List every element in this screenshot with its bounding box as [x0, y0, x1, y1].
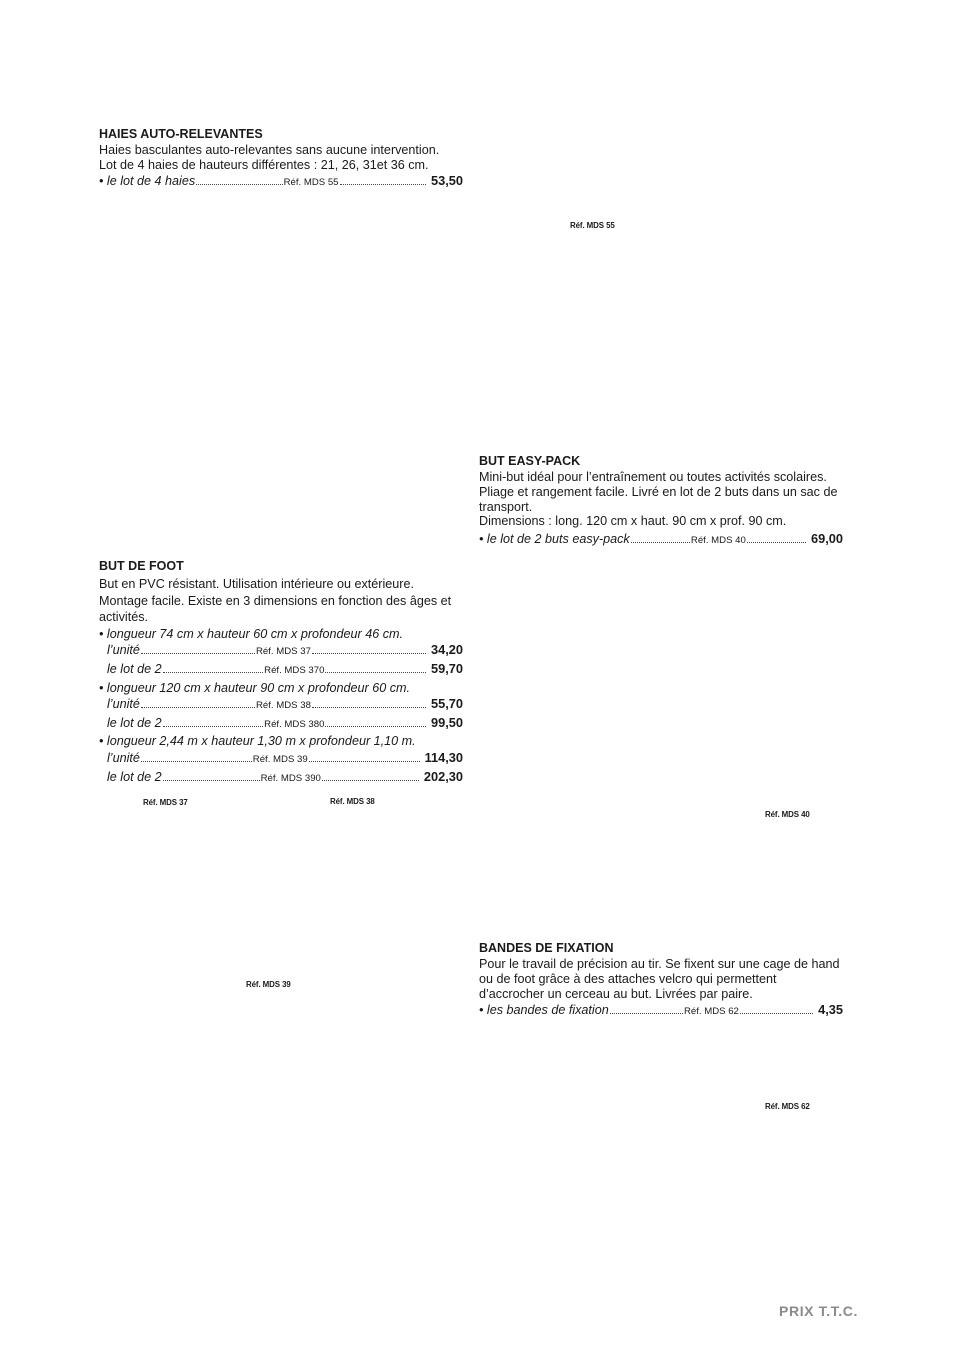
- image-caption: Réf. MDS 38: [330, 796, 375, 806]
- dot-leader: [747, 542, 806, 543]
- image-caption: Réf. MDS 37: [143, 797, 188, 807]
- variant-heading: • longueur 2,44 m x hauteur 1,30 m x profondeur 1,10 m.: [99, 734, 416, 749]
- dot-leader: [740, 1013, 813, 1014]
- price-row-label: • le lot de 4 haies: [99, 173, 196, 188]
- product-title: BUT DE FOOT: [99, 559, 184, 573]
- price-row: [479, 531, 843, 550]
- price-row-ref: Réf. MDS 38: [255, 700, 311, 712]
- price-row-price: 53,50: [430, 172, 463, 188]
- price-row-ref: Réf. MDS 39: [252, 753, 308, 765]
- price-row: [99, 661, 463, 680]
- dot-leader: [163, 726, 264, 727]
- dot-leader: [631, 542, 690, 543]
- product-description: [479, 470, 843, 529]
- description-line: Mini-but idéal pour l’entraînement ou toutes activités scolaires. Pliage et rangement facile. Livré en lot de 2 buts dans un sac de transport.: [479, 470, 838, 514]
- price-row-label: l’unité: [107, 750, 140, 765]
- variant-heading: • longueur 120 cm x hauteur 90 cm x profondeur 60 cm.: [99, 680, 411, 695]
- price-row-price: 114,30: [424, 749, 464, 765]
- dot-leader: [312, 653, 426, 654]
- price-row-label: • le lot de 2 buts easy-pack: [479, 532, 630, 547]
- price-row-ref: Réf. MDS 370: [264, 664, 325, 676]
- price-row-label: le lot de 2: [107, 661, 162, 676]
- product-description: [99, 143, 463, 173]
- product-haies: [99, 126, 463, 191]
- dot-leader: [309, 761, 420, 762]
- dot-leader: [325, 672, 426, 673]
- price-row-label: • les bandes de fixation: [479, 1003, 609, 1018]
- product-title: BUT EASY-PACK: [479, 454, 581, 468]
- price-row: [479, 1002, 843, 1021]
- product-foot: [99, 558, 463, 787]
- price-row: [99, 750, 463, 769]
- dot-leader: [312, 707, 426, 708]
- price-footer: PRIX T.T.C.: [779, 1303, 858, 1319]
- price-row-ref: Réf. MDS 40: [690, 535, 746, 547]
- price-row-ref: Réf. MDS 380: [264, 718, 325, 730]
- price-row-label: l’unité: [107, 697, 140, 712]
- dot-leader: [322, 780, 419, 781]
- price-row-ref: Réf. MDS 55: [283, 176, 339, 188]
- price-row: [99, 696, 463, 715]
- dot-leader: [141, 707, 255, 708]
- description-line: Haies basculantes auto-relevantes sans aucune intervention.: [99, 143, 440, 157]
- price-row-price: 69,00: [810, 531, 843, 547]
- price-row-price: 4,35: [818, 1002, 844, 1018]
- image-caption: Réf. MDS 55: [570, 220, 615, 230]
- price-row-ref: Réf. MDS 37: [255, 646, 311, 658]
- price-row-price: 59,70: [430, 660, 464, 676]
- price-row-ref: Réf. MDS 390: [260, 772, 321, 784]
- dot-leader: [163, 780, 260, 781]
- price-row-price: 202,30: [423, 768, 463, 784]
- product-description: But en PVC résistant. Utilisation intérieure ou extérieure. Montage facile. Existe en 3 dimensions en fonction des âges et activités.: [99, 577, 452, 625]
- price-row-label: le lot de 2: [107, 769, 162, 784]
- dot-leader: [141, 761, 252, 762]
- price-row: [99, 715, 463, 734]
- image-caption: Réf. MDS 40: [765, 809, 810, 819]
- price-row-label: le lot de 2: [107, 715, 162, 730]
- product-title: BANDES DE FIXATION: [479, 941, 614, 955]
- price-row-price: 55,70: [430, 696, 464, 712]
- product-title: HAIES AUTO-RELEVANTES: [99, 127, 263, 141]
- dot-leader: [340, 184, 426, 185]
- dot-leader: [610, 1013, 683, 1014]
- dot-leader: [325, 726, 426, 727]
- dot-leader: [196, 184, 282, 185]
- price-row-ref: Réf. MDS 62: [683, 1006, 739, 1018]
- product-description: Pour le travail de précision au tir. Se fixent sur une cage de hand ou de foot grâce à des attaches velcro qui permettent d’accrocher un cerceau au but. Livrées par paire.: [479, 957, 840, 1001]
- image-caption: Réf. MDS 62: [765, 1101, 810, 1111]
- description-line: [99, 143, 463, 173]
- description-line: Lot de 4 haies de hauteurs différentes : 21, 26, 31et 36 cm.: [99, 157, 429, 172]
- price-row-price: 99,50: [430, 714, 464, 730]
- price-row-label: l’unité: [107, 643, 140, 658]
- variant-heading: • longueur 74 cm x hauteur 60 cm x profondeur 46 cm.: [99, 626, 404, 641]
- price-row-price: 34,20: [430, 642, 464, 658]
- price-row: [99, 642, 463, 661]
- description-line: Dimensions : long. 120 cm x haut. 90 cm x prof. 90 cm.: [479, 514, 787, 529]
- product-easypack: [479, 453, 843, 550]
- price-row: [99, 769, 463, 788]
- product-bandes: [479, 940, 843, 1021]
- dot-leader: [163, 672, 264, 673]
- price-row: [99, 173, 463, 192]
- dot-leader: [141, 653, 255, 654]
- image-caption: Réf. MDS 39: [246, 979, 291, 989]
